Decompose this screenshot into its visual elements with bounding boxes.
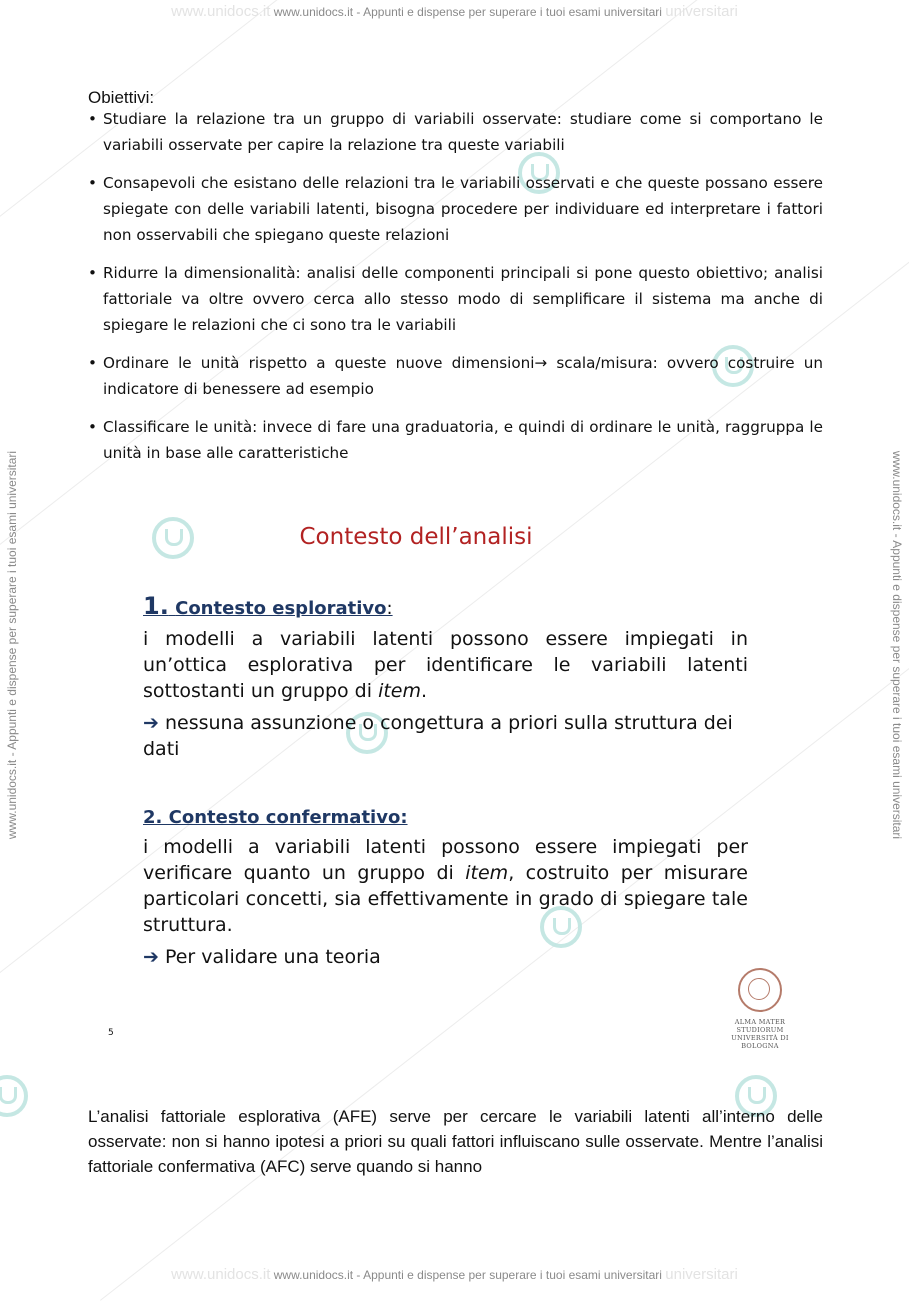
watermark-text: www.unidocs.it - Appunti e dispense per superare i tuoi esami universitari — [5, 450, 19, 840]
section-body — [143, 626, 748, 704]
seal-line: UNIVERSITÀ DI BOLOGNA — [731, 1034, 789, 1050]
arrow-icon: ➔ — [143, 946, 159, 968]
body-text: i modelli a variabili latenti possono essere impiegati in un’ottica esplorativa per identificare le variabili latenti sottostanti un gruppo di — [143, 628, 748, 702]
watermark-ghost: universitari — [665, 3, 738, 20]
watermark-footer — [0, 1266, 909, 1283]
watermark-text: www.unidocs.it - Appunti e dispense per superare i tuoi esami universitari — [890, 450, 904, 840]
list-item: • Ordinare le unità rispetto a queste nuove dimensioni→ scala/misura: ovvero costruire un indicatore di benessere ad esempio — [88, 350, 823, 402]
section-arrow-note — [143, 710, 748, 762]
section-arrow-note — [143, 944, 748, 970]
unidocs-logo-icon — [0, 1075, 28, 1117]
list-item: • Studiare la relazione tra un gruppo di variabili osservate: studiare come si comportano le variabili osservate per capire la relazione tra queste variabili — [88, 106, 823, 158]
objectives-list — [88, 106, 823, 478]
body-italic: item — [378, 680, 421, 702]
section-number: 1. — [143, 592, 169, 620]
section-exploratory — [143, 592, 748, 762]
section-heading: 2. Contesto confermativo: — [143, 807, 408, 828]
watermark-header — [0, 3, 909, 20]
university-seal — [712, 968, 808, 1050]
body-paragraph: L’analisi fattoriale esplorativa (AFE) serve per cercare le variabili latenti all’interno delle osservate: non si hanno ipotesi a priori su quali fattori influiscano sulle osservate. Mentre l’analisi fattoriale confermativa (AFC) serve quando si hanno — [88, 1107, 823, 1176]
section-confirmatory — [143, 807, 748, 970]
objectives-label: Obiettivi: — [88, 88, 155, 107]
watermark-right — [889, 420, 905, 870]
section-heading-text: Contesto esplorativo — [175, 598, 387, 619]
watermark-ghost: www.unidocs.it — [171, 1266, 271, 1283]
arrow-text: Per validare una teoria — [158, 946, 381, 968]
section-body — [143, 834, 748, 938]
slide-page-number: 5 — [108, 1028, 114, 1038]
watermark-text: www.unidocs.it - Appunti e dispense per superare i tuoi esami universitari — [273, 5, 662, 19]
seal-line: ALMA MATER STUDIORUM — [734, 1018, 786, 1034]
slide-title: Contesto dell’analisi — [299, 524, 533, 550]
watermark-ghost: www.unidocs.it — [171, 3, 271, 20]
list-item: • Ridurre la dimensionalità: analisi delle componenti principali si pone questo obiettivo; analisi fattoriale va oltre ovvero cerca allo stesso modo di semplificare il sistema ma anche di spiegare le relazioni che ci sono tra le variabili — [88, 260, 823, 338]
body-italic: item — [465, 862, 509, 884]
body-text: i modelli a variabili latenti possono essere impiegati per verificare quanto un gruppo di — [143, 836, 748, 884]
list-item: • Consapevoli che esistano delle relazioni tra le variabili osservati e che queste possano essere spiegate con delle variabili latenti, bisogna procedere per individuare ed interpretare i fattori non osservabili che spiegano queste relazioni — [88, 170, 823, 248]
body-text: , costruito per misurare particolari concetti, sia effettivamente in grado di spiegare tale struttura. — [143, 862, 748, 936]
section-colon: : — [386, 598, 393, 619]
watermark-text: www.unidocs.it - Appunti e dispense per superare i tuoi esami universitari — [273, 1268, 662, 1282]
seal-caption — [712, 1018, 808, 1050]
seal-icon — [738, 968, 782, 1012]
watermark-left — [4, 420, 20, 870]
body-text: . — [421, 680, 428, 702]
section-heading — [143, 592, 748, 620]
list-item: • Classificare le unità: invece di fare una graduatoria, e quindi di ordinare le unità, raggruppa le unità in base alle caratteristiche — [88, 414, 823, 466]
watermark-ghost: universitari — [665, 1266, 738, 1283]
arrow-text: nessuna assunzione o congettura a priori sulla struttura dei dati — [143, 712, 733, 760]
arrow-icon: ➔ — [143, 712, 159, 734]
